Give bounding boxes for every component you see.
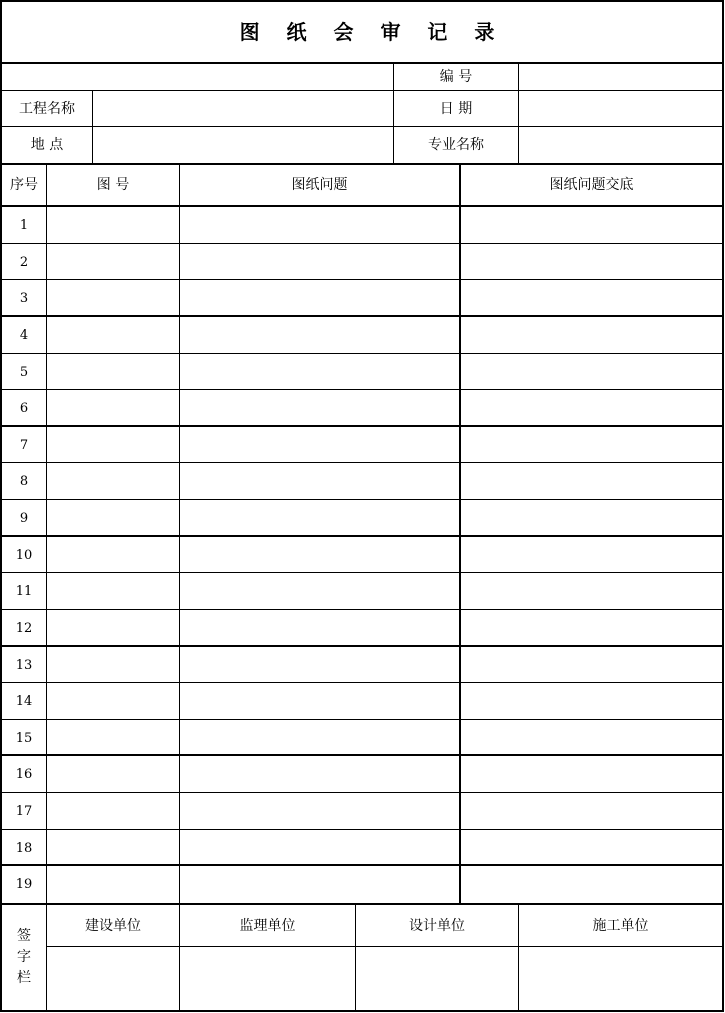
cell-index: 5 — [19, 364, 29, 380]
sig-header-designer: 设计单位 — [409, 917, 465, 934]
frame-bottom — [0, 1010, 724, 1012]
cell-drawing-issue[interactable] — [180, 463, 459, 500]
cell-drawing-issue[interactable] — [180, 280, 459, 317]
number-label: 编 号 — [439, 69, 473, 85]
signature-label-char: 字 — [17, 949, 31, 965]
sig-field-supervisor[interactable] — [180, 947, 355, 1010]
discipline-field[interactable] — [519, 127, 722, 163]
cell-drawing-number[interactable] — [47, 537, 179, 573]
cell-index: 12 — [15, 621, 33, 636]
cell-drawing-issue[interactable] — [180, 866, 459, 903]
cell-index: 2 — [19, 254, 29, 270]
cell-drawing-number[interactable] — [47, 244, 179, 280]
cell-index: 7 — [19, 437, 29, 453]
cell-drawing-number[interactable] — [47, 683, 179, 720]
cell-issue-resolution[interactable] — [461, 280, 722, 317]
cell-drawing-issue[interactable] — [180, 573, 459, 610]
cell-issue-resolution[interactable] — [461, 720, 722, 756]
col-header-drawing-number: 图 号 — [96, 177, 130, 193]
cell-index: 4 — [19, 328, 29, 343]
sig-header-contractor: 施工单位 — [592, 917, 649, 934]
signature-label — [2, 905, 46, 1010]
cell-drawing-number[interactable] — [47, 610, 179, 647]
cell-issue-resolution[interactable] — [461, 207, 722, 244]
cell-index: 9 — [19, 511, 29, 526]
cell-issue-resolution[interactable] — [461, 390, 722, 427]
cell-drawing-issue[interactable] — [180, 537, 459, 573]
cell-drawing-number[interactable] — [47, 647, 179, 683]
cell-drawing-number[interactable] — [47, 866, 179, 903]
cell-issue-resolution[interactable] — [461, 573, 722, 610]
number-field[interactable] — [519, 64, 722, 90]
cell-index: 1 — [19, 218, 29, 233]
cell-drawing-number[interactable] — [47, 573, 179, 610]
cell-drawing-issue[interactable] — [180, 756, 459, 793]
cell-drawing-number[interactable] — [47, 207, 179, 244]
cell-drawing-number[interactable] — [47, 427, 179, 463]
cell-drawing-number[interactable] — [47, 830, 179, 866]
cell-drawing-issue[interactable] — [180, 647, 459, 683]
cell-drawing-issue[interactable] — [180, 683, 459, 720]
frame-right — [722, 0, 724, 1012]
cell-index: 18 — [15, 840, 33, 856]
cell-issue-resolution[interactable] — [461, 647, 722, 683]
signature-label-char: 签 — [17, 928, 31, 944]
cell-drawing-number[interactable] — [47, 317, 179, 354]
cell-index: 8 — [19, 474, 29, 489]
cell-index: 3 — [19, 291, 29, 306]
cell-drawing-number[interactable] — [47, 280, 179, 317]
cell-index: 10 — [15, 547, 33, 563]
location-label: 地 点 — [30, 137, 64, 153]
cell-drawing-number[interactable] — [47, 463, 179, 500]
cell-drawing-issue[interactable] — [180, 244, 459, 280]
cell-index: 19 — [15, 877, 33, 892]
col-header-index: 序号 — [10, 177, 38, 193]
cell-index: 13 — [15, 657, 33, 673]
project-name-label: 工程名称 — [19, 100, 75, 117]
discipline-label: 专业名称 — [428, 137, 484, 153]
cell-drawing-number[interactable] — [47, 500, 179, 537]
col-header-issue-resolution: 图纸问题交底 — [549, 177, 634, 193]
cell-drawing-number[interactable] — [47, 756, 179, 793]
cell-drawing-number[interactable] — [47, 390, 179, 427]
col-header-drawing-issue: 图纸问题 — [291, 177, 348, 193]
cell-index: 6 — [19, 401, 29, 416]
cell-index: 16 — [15, 767, 33, 782]
cell-issue-resolution[interactable] — [461, 866, 722, 903]
date-label: 日 期 — [439, 100, 473, 117]
cell-issue-resolution[interactable] — [461, 537, 722, 573]
cell-drawing-number[interactable] — [47, 793, 179, 830]
cell-drawing-issue[interactable] — [180, 207, 459, 244]
cell-issue-resolution[interactable] — [461, 317, 722, 354]
cell-drawing-issue[interactable] — [180, 354, 459, 390]
cell-index: 11 — [15, 584, 33, 599]
sig-field-designer[interactable] — [356, 947, 518, 1010]
cell-drawing-issue[interactable] — [180, 610, 459, 647]
sig-field-contractor[interactable] — [519, 947, 722, 1010]
cell-drawing-issue[interactable] — [180, 317, 459, 354]
sig-header-owner: 建设单位 — [85, 917, 141, 934]
cell-drawing-number[interactable] — [47, 720, 179, 756]
project-name-field[interactable] — [93, 91, 393, 126]
cell-drawing-issue[interactable] — [180, 390, 459, 427]
cell-issue-resolution[interactable] — [461, 463, 722, 500]
sig-header-supervisor: 监理单位 — [239, 917, 296, 934]
date-field[interactable] — [519, 91, 722, 126]
cell-drawing-issue[interactable] — [180, 720, 459, 756]
signature-label-char: 栏 — [17, 970, 31, 986]
cell-issue-resolution[interactable] — [461, 244, 722, 280]
cell-issue-resolution[interactable] — [461, 793, 722, 830]
cell-drawing-issue[interactable] — [180, 830, 459, 866]
location-field[interactable] — [93, 127, 393, 163]
cell-index: 15 — [15, 730, 33, 746]
cell-issue-resolution[interactable] — [461, 830, 722, 866]
cell-issue-resolution[interactable] — [461, 756, 722, 793]
cell-issue-resolution[interactable] — [461, 610, 722, 647]
cell-drawing-number[interactable] — [47, 354, 179, 390]
cell-drawing-issue[interactable] — [180, 500, 459, 537]
cell-drawing-issue[interactable] — [180, 793, 459, 830]
cell-index: 17 — [15, 804, 33, 819]
cell-drawing-issue[interactable] — [180, 427, 459, 463]
cell-issue-resolution[interactable] — [461, 683, 722, 720]
cell-issue-resolution[interactable] — [461, 500, 722, 537]
sig-field-owner[interactable] — [47, 947, 179, 1010]
cell-issue-resolution[interactable] — [461, 427, 722, 463]
page-title: 图 纸 会 审 记 录 — [239, 20, 505, 44]
cell-issue-resolution[interactable] — [461, 354, 722, 390]
cell-index: 14 — [15, 694, 33, 709]
